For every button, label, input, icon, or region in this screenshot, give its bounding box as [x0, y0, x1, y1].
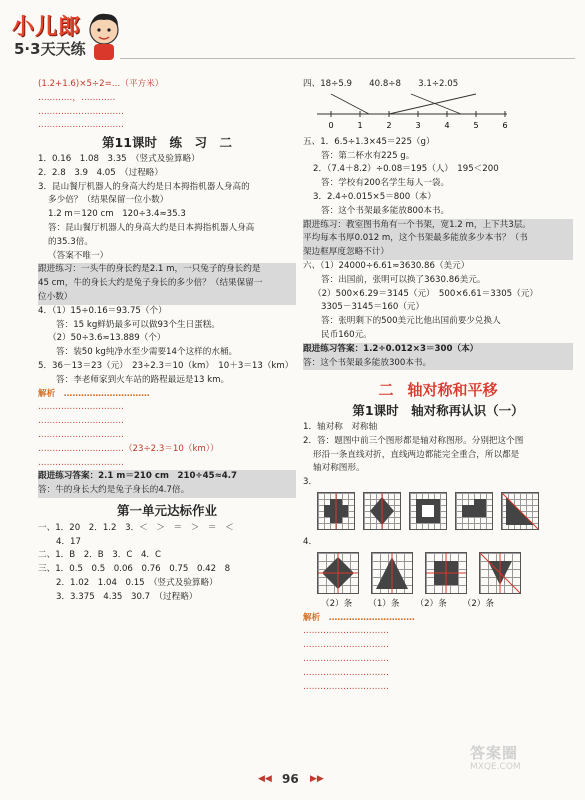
- page-header: [0, 0, 585, 72]
- answer-r5: 2．（7.4＋8.2）÷0.08＝195（人） 195＜200: [313, 164, 499, 175]
- grid-figure: [371, 552, 413, 594]
- figure-shape: [426, 553, 466, 593]
- analysis: …………………………: [303, 626, 389, 637]
- axis-count: （2）条: [462, 598, 494, 609]
- advance-exercise: 45 cm，牛的身长大约是兔子身长的多少倍？（结果保留一: [38, 277, 296, 291]
- brand-subtitle: 5·3天天练: [14, 40, 86, 58]
- lesson-title: 第1课时 轴对称再认识（一）: [352, 403, 524, 419]
- unit-answer: 4．17: [56, 536, 81, 547]
- number-line-label: 6: [502, 120, 508, 130]
- analysis: …………………………: [38, 416, 124, 427]
- answer-r6: 3305－3145＝160（元）: [321, 302, 425, 313]
- analysis: …………………………: [303, 653, 389, 664]
- grid-figure: [317, 492, 355, 530]
- axis-count: （2）条: [321, 598, 353, 609]
- answer-q4: 答：15 kg鲜奶最多可以做93个生日蛋糕。: [56, 319, 220, 330]
- axis-count: （1）条: [368, 598, 400, 609]
- grid-figure: [317, 552, 359, 594]
- number-line-label: 5: [473, 120, 479, 130]
- grid-figure: [425, 552, 467, 594]
- unit-answer: 一、1．20 2．1.2 3．＜ ＞ ＝ ＞ ＝ ＜: [38, 522, 234, 533]
- figure-shape: [372, 553, 412, 593]
- answer-r5: 五、1．6.5÷1.3×45＝225（g）: [303, 136, 435, 147]
- analysis: …………………………: [38, 402, 124, 413]
- answer-q3: （答案不唯一）: [48, 250, 109, 261]
- answer-q5: 5．36－13＝23（元） 23÷2.3＝10（km） 10＋3＝13（km）: [38, 360, 294, 371]
- analysis: …………………………: [38, 457, 124, 468]
- watermark-url: MXQE.COM: [470, 762, 521, 772]
- top-line: …………………………: [38, 120, 124, 131]
- advance-exercise: 架边框厚度忽略不计）: [303, 246, 573, 260]
- number-line-label: 2: [386, 120, 392, 130]
- answer-r6: 六、（1）24000÷6.61≈3630.86（美元）: [303, 260, 470, 271]
- figure-shape: [480, 553, 520, 593]
- page-number: 96: [282, 772, 299, 786]
- advance-exercise: 平均每本书厚0.012 m，这个书架最多能放多少本书？（书: [303, 232, 573, 246]
- answer-r2: 2．答：题图中前三个图形都是轴对称图形。分别把这个图: [303, 435, 524, 446]
- advance-exercise: 位小数）: [38, 291, 296, 305]
- left-column: [38, 78, 296, 604]
- advance-answer: 答：这个书架最多能放300本书。: [303, 357, 573, 371]
- answer-r4-header: 四、18÷5.9 40.8÷8 3.1÷2.05: [303, 79, 459, 89]
- symmetry-figures: [317, 492, 573, 532]
- answer-q4: 4．（1）15÷0.16＝93.75（个）: [38, 305, 167, 316]
- unit-answer: 二、1．B 2．B 3．C 4．C: [38, 550, 162, 561]
- unit-answer: 3．3.375 4.35 30.7 （过程略）: [56, 591, 198, 602]
- right-column: [303, 78, 573, 694]
- analysis: …………………………（23÷2.3＝10（km））: [38, 443, 219, 454]
- answer-q3: 多少倍？（结果保留一位小数）: [48, 195, 169, 206]
- figure-shape: [502, 493, 538, 529]
- chapter-number: 二: [378, 381, 394, 400]
- grid-figure: [479, 552, 521, 594]
- answer-r2: 轴对称图形。: [313, 463, 365, 474]
- analysis: …………………………: [303, 667, 389, 678]
- answer-q2: 2．2.8 3.9 4.05 （过程略）: [38, 167, 163, 178]
- unit-answer: 2．1.02 1.04 0.15 （竖式及验算略）: [56, 577, 218, 588]
- answer-r5: 答：这个书架最多能放800本书。: [321, 205, 450, 216]
- axis-count-labels: [303, 598, 573, 612]
- figure-shape: [318, 553, 358, 593]
- brand-logo: 小儿郎: [12, 15, 82, 40]
- figure-shape: [364, 493, 400, 529]
- answer-r6: 民币160元。: [321, 329, 372, 340]
- answer-r6: （2）500×6.29＝3145（元） 500×6.61＝3305（元）: [313, 288, 538, 299]
- number-line-label: 3: [415, 120, 421, 130]
- answer-q4: （2）50÷3.6≈13.889（个）: [48, 333, 166, 344]
- lesson-title: 第11课时 练 习 二: [102, 135, 232, 151]
- answer-r1: 1．轴对称 对称轴: [303, 421, 378, 432]
- advance-answer: 答：牛的身长大约是兔子身长的4.7倍。: [38, 484, 296, 498]
- unit-answer: 三、1．0.5 0.5 0.06 0.76 0.75 0.42 8: [38, 564, 231, 575]
- analysis: …………………………: [38, 429, 124, 440]
- figure-shape: [456, 493, 492, 529]
- mascot-icon: [84, 8, 124, 64]
- chapter-title: [303, 381, 573, 400]
- answer-r4: 4．: [303, 536, 318, 547]
- axis-count: （2）条: [415, 598, 447, 609]
- grid-figure: [409, 492, 447, 530]
- analysis: 解析 …………………………: [303, 612, 415, 623]
- answer-q5: 答：李老师家到火车站的路程最远是13 km。: [56, 374, 230, 385]
- answer-r6: 答：出国前，张明可以换了3630.86美元。: [321, 274, 486, 285]
- grid-figure: [363, 492, 401, 530]
- figure-shape: [318, 493, 354, 529]
- advance-exercise: 跟进练习：教室图书角有一个书架，宽1.2 m，上下共3层。: [303, 219, 573, 233]
- answer-r5: 答：第二杯水有225 g。: [321, 150, 415, 161]
- analysis: …………………………: [303, 640, 389, 651]
- answer-r3: 3．: [303, 477, 318, 488]
- next-page-icon[interactable]: ▶▶: [310, 774, 324, 784]
- grid-figure: [455, 492, 493, 530]
- analysis: …………………………: [303, 681, 389, 692]
- advance-exercise: 跟进练习：一头牛的身长约是2.1 m，一只兔子的身长约是: [38, 263, 296, 277]
- answer-q3: 答：昆山餐厅机器人的身高大约是日本拇指机器人身高: [48, 222, 255, 233]
- number-line-label: 0: [328, 120, 334, 130]
- advance-answer: 跟进练习答案：1.2÷0.012×3＝300（本）: [303, 343, 573, 357]
- number-line-svg: [311, 92, 511, 136]
- advance-answer: 跟进练习答案：2.1 m＝210 cm 210÷45≈4.7: [38, 470, 296, 484]
- top-line: …………，…………: [38, 92, 116, 103]
- answer-q3: 1.2 m＝120 cm 120÷3.4≈35.3: [48, 209, 186, 220]
- prev-page-icon[interactable]: ◀◀: [258, 774, 272, 784]
- symmetry-figures-2: [317, 552, 573, 596]
- number-line: [311, 92, 511, 136]
- number-line-label: 1: [357, 120, 363, 130]
- answer-q4: 答：装50 kg纯净水至少需要14个这样的水桶。: [56, 347, 238, 358]
- answer-r5: 答：学校有200名学生每人一袋。: [321, 178, 450, 189]
- answer-q1: 1．0.16 1.08 3.35 （竖式及验算略）: [38, 153, 200, 164]
- answer-q3: 的35.3倍。: [48, 236, 93, 247]
- answer-r2: 形沿一条直线对折，直线两边都能完全重合，所以都是: [313, 449, 520, 460]
- unit-title: 第一单元达标作业: [116, 502, 217, 518]
- grid-figure: [501, 492, 539, 530]
- watermark: 答案圈: [470, 744, 519, 762]
- answer-q3: 3．昆山餐厅机器人的身高大约是日本拇指机器人身高的: [38, 181, 250, 192]
- answer-r5: 3．2.4÷0.015×5＝800（本）: [313, 191, 436, 202]
- chapter-name: 轴对称和平移: [407, 381, 498, 400]
- number-line-label: 4: [444, 120, 450, 130]
- analysis: 解析 …………………………: [38, 388, 150, 399]
- top-line: …………………………: [38, 106, 124, 117]
- answer-r6: 答：张明剩下的500美元比他出国前要少兑换人: [321, 316, 501, 327]
- figure-shape: [410, 493, 446, 529]
- header-rule: [120, 58, 575, 59]
- top-line: (1.2+1.6)×5÷2=…（平方米）: [38, 79, 164, 89]
